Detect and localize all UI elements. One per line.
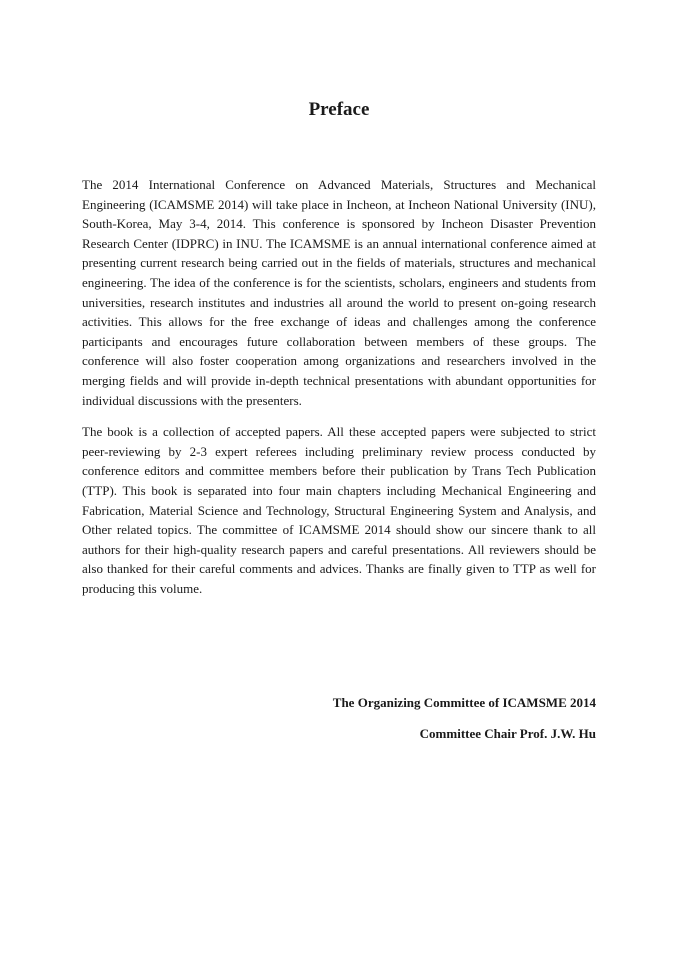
signature-organization: The Organizing Committee of ICAMSME 2014 [332,695,596,710]
paragraph-intro: The 2014 International Conference on Advanced Materials, Structures and Mechanical Engineering (ICAMSME 2014) will take place in Incheon, at Incheon National University (INU), South-Korea, May 3-4, 2014. This conference is sponsored by Incheon Disaster Prevention Research Center (IDPRC) in INU. The ICAMSME is an annual international conference aimed at presenting current research being carried out in the fields of materials, structures and mechanical engineering. The idea of the conference is for the scientists, scholars, engineers and students from universities, research institutes and industries all around the world to present on-going research activities. This allows for the free exchange of ideas and challenges among the conference participants and encourages future collaboration between members of these groups. The conference will also foster cooperation among organizations and researchers involved in the merging fields and will provide in-depth technical presentations with abundant opportunities for individual discussions with the presenters. [82,177,596,408]
paragraph-book: The book is a collection of accepted papers. All these accepted papers were subjected to strict peer-reviewing by 2-3 expert referees including preliminary review process conducted by conference editors and committee members before their publication by Trans Tech Publication (TTP). This book is separated into four main chapters including Mechanical Engineering and Fabrication, Material Science and Technology, Structural Engineering System and Analysis, and Other related topics. The committee of ICAMSME 2014 should show our sincere thank to all authors for their high-quality research papers and careful presentations. All reviewers should be also thanked for their careful comments and advices. Thanks are finally given to TTP as well for producing this volume. [82,424,596,596]
page-title: Preface [308,99,370,120]
preface-body [82,175,596,610]
signature-chair: Committee Chair Prof. J.W. Hu [419,726,596,741]
